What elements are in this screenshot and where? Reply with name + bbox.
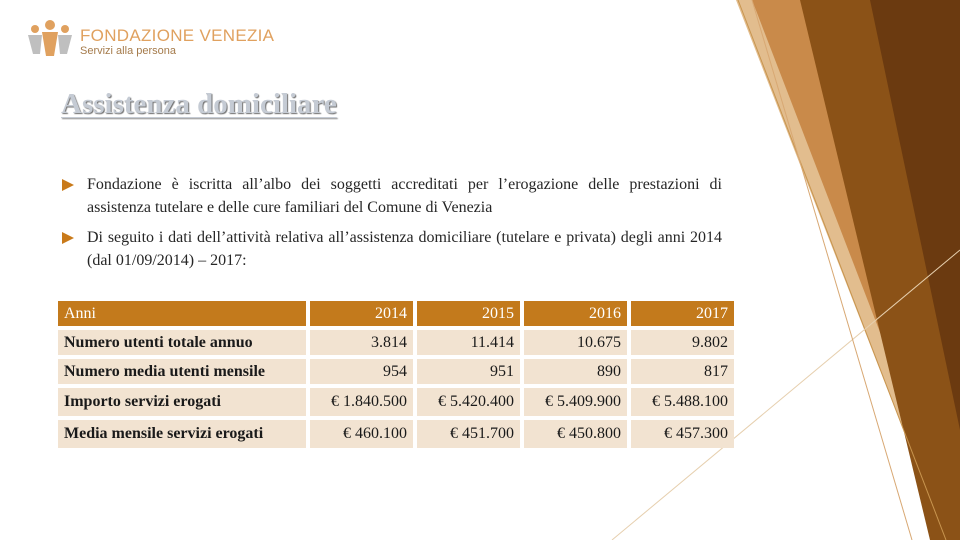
table-cell: 11.414	[417, 330, 520, 355]
logo-tagline: Servizi alla persona	[80, 45, 176, 57]
bullet-list	[62, 173, 722, 279]
header-cell-2017: 2017	[631, 301, 734, 326]
row-label: Numero utenti totale annuo	[58, 330, 306, 355]
table-row	[58, 388, 734, 416]
header-cell-2015: 2015	[417, 301, 520, 326]
table-cell: 951	[417, 359, 520, 384]
logo-name: FONDAZIONE VENEZIA	[80, 26, 275, 45]
header-cell-2016: 2016	[524, 301, 627, 326]
data-table	[54, 297, 738, 452]
table-cell: 9.802	[631, 330, 734, 355]
bullet-arrow-icon	[62, 179, 74, 191]
table-cell: € 451.700	[417, 420, 520, 448]
logo-people-icon	[26, 18, 74, 58]
table-cell: € 5.420.400	[417, 388, 520, 416]
table-cell: € 450.800	[524, 420, 627, 448]
table-cell: € 5.409.900	[524, 388, 627, 416]
bullet-text: Di seguito i dati dell’attività relativa all’assistenza domiciliare (tutelare e privata) degli anni 2014 (dal 01/09/2014) – 2017:	[87, 229, 722, 269]
header-cell-anni: Anni	[58, 301, 306, 326]
logo	[26, 18, 286, 62]
table-cell: 10.675	[524, 330, 627, 355]
row-label: Numero media utenti mensile	[58, 359, 306, 384]
bullet-item	[62, 173, 722, 219]
row-label: Importo servizi erogati	[58, 388, 306, 416]
page-title: Assistenza domiciliare	[61, 88, 337, 120]
table-cell: 954	[310, 359, 413, 384]
table-cell: 890	[524, 359, 627, 384]
table-cell: 817	[631, 359, 734, 384]
table-cell: € 5.488.100	[631, 388, 734, 416]
table-row	[58, 359, 734, 384]
table-cell: € 1.840.500	[310, 388, 413, 416]
table-cell: € 457.300	[631, 420, 734, 448]
bullet-arrow-icon	[62, 232, 74, 244]
table-cell: € 460.100	[310, 420, 413, 448]
bullet-text: Fondazione è iscritta all’albo dei soggetti accreditati per l’erogazione delle prestazioni di assistenza tutelare e delle cure familiari del Comune di Venezia	[87, 176, 722, 216]
table-cell: 3.814	[310, 330, 413, 355]
table-row	[58, 420, 734, 448]
table-header-row	[58, 301, 734, 326]
bullet-item	[62, 226, 722, 272]
header-cell-2014: 2014	[310, 301, 413, 326]
row-label: Media mensile servizi erogati	[58, 420, 306, 448]
table-row	[58, 330, 734, 355]
